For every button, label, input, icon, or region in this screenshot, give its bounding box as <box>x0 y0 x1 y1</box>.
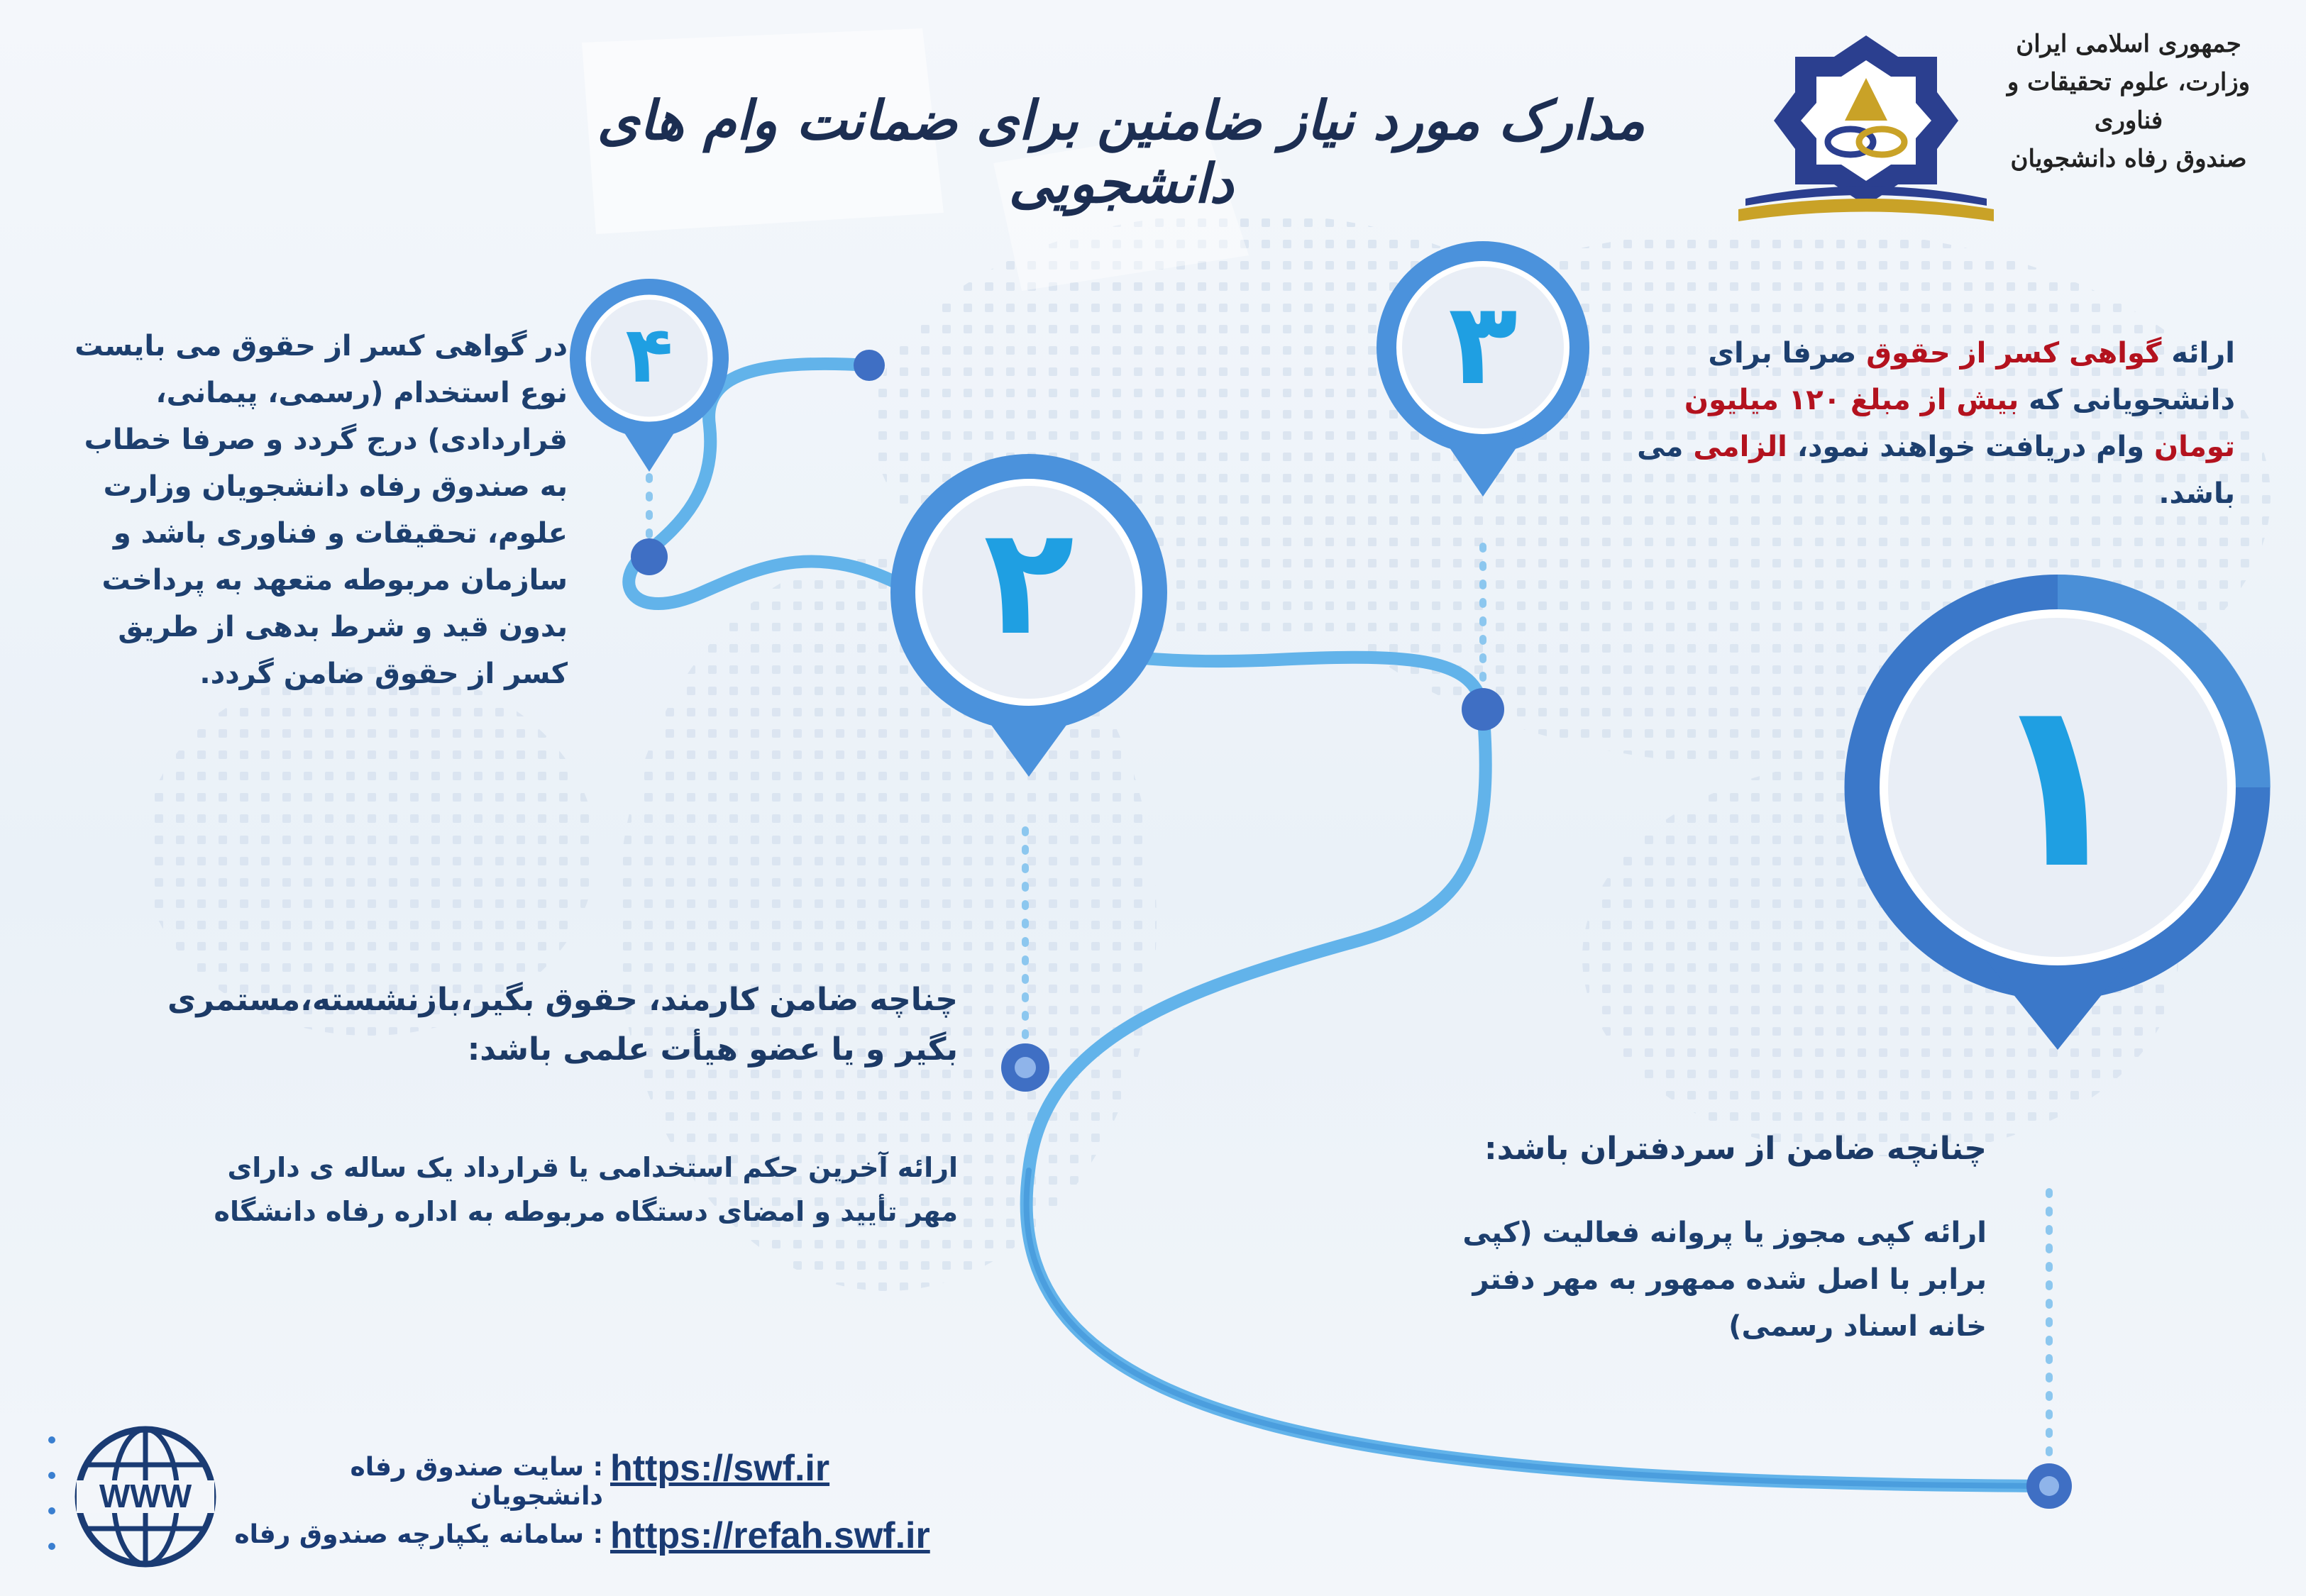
step-3-text <box>1611 330 2235 517</box>
step-1-heading: چنانچه ضامن از سردفتران باشد: <box>1484 1131 1987 1167</box>
step-3-highlight-amount: بیش از مبلغ ۱۲۰ میلیون تومان <box>1684 384 2235 463</box>
globe-www-label: WWW <box>99 1478 192 1514</box>
bullet-dot <box>48 1543 55 1550</box>
step-3-part-b: صرفا برای دانشجویانی که <box>1708 337 2235 416</box>
step-3-part-c: وام دریافت خواهند نمود، <box>1787 431 2154 463</box>
org-line-country: جمهوری اسلامی ایران <box>2016 30 2241 58</box>
step-2-number: ۲ <box>983 494 1075 668</box>
refah-system-label: : سامانه یکپارچه صندوق رفاه <box>234 1520 603 1549</box>
page-title: مدارک مورد نیاز ضامنین برای ضمانت وام های دانشجویی <box>597 89 1645 215</box>
step-4-number: ۴ <box>625 309 673 400</box>
path-node-4b <box>854 350 885 381</box>
path-node-3 <box>1462 688 1504 731</box>
org-line-ministry: وزارت، علوم تحقیقات و فناوری <box>2007 68 2251 135</box>
swf-site-label: : سایت صندوق رفاه دانشجویان <box>350 1453 603 1511</box>
refah-system-link[interactable]: https://refah.swf.ir <box>610 1515 930 1556</box>
step-4-text: در گواهی کسر از حقوق می بایست نوع استخدام (رسمی، پیمانی، قراردادی) درج گردد و صرفا خطاب به صندوق رفاه دانشجویان وزارت علوم، تحقیقات و فناوری باشد و سازمان مربوطه متعهد به پرداخت بدون قید و شرط بدهی از طریق کسر از حقوق ضامن گردد. <box>75 330 568 690</box>
step-3-highlight-mandatory: الزامی <box>1693 431 1787 463</box>
bullet-dot <box>48 1472 55 1479</box>
step-3-number: ۳ <box>1448 277 1518 410</box>
bullet-dot <box>48 1507 55 1514</box>
step-2-text: ارائه آخرین حکم استخدامی یا قرارداد یک ساله ی دارای مهر تأیید و امضای دستگاه مربوطه به اداره رفاه دانشگاه <box>214 1152 958 1227</box>
swf-site-link[interactable]: https://swf.ir <box>610 1448 830 1489</box>
path-node-4a <box>631 538 668 575</box>
step-1-number: ۱ <box>1986 648 2129 920</box>
step-3-part-d: می باشد. <box>1637 431 2235 510</box>
step-3-part-a: ارائه <box>2161 337 2235 370</box>
org-line-fund: صندوق رفاه دانشجویان <box>2010 145 2247 173</box>
step-3-highlight-certificate: گواهی کسر از حقوق <box>1866 337 2162 370</box>
bullet-dot <box>48 1436 55 1443</box>
step-2-heading: چناچه ضامن کارمند، حقوق بگیر،بازنشسته،مستمری بگیر و یا عضو هیأت علمی باشد: <box>167 982 958 1068</box>
step-1-text: ارائه کپی مجوز یا پروانه فعالیت (کپی برابر با اصل شده ممهور به مهر دفتر خانه اسناد رسمی) <box>1462 1217 1987 1343</box>
